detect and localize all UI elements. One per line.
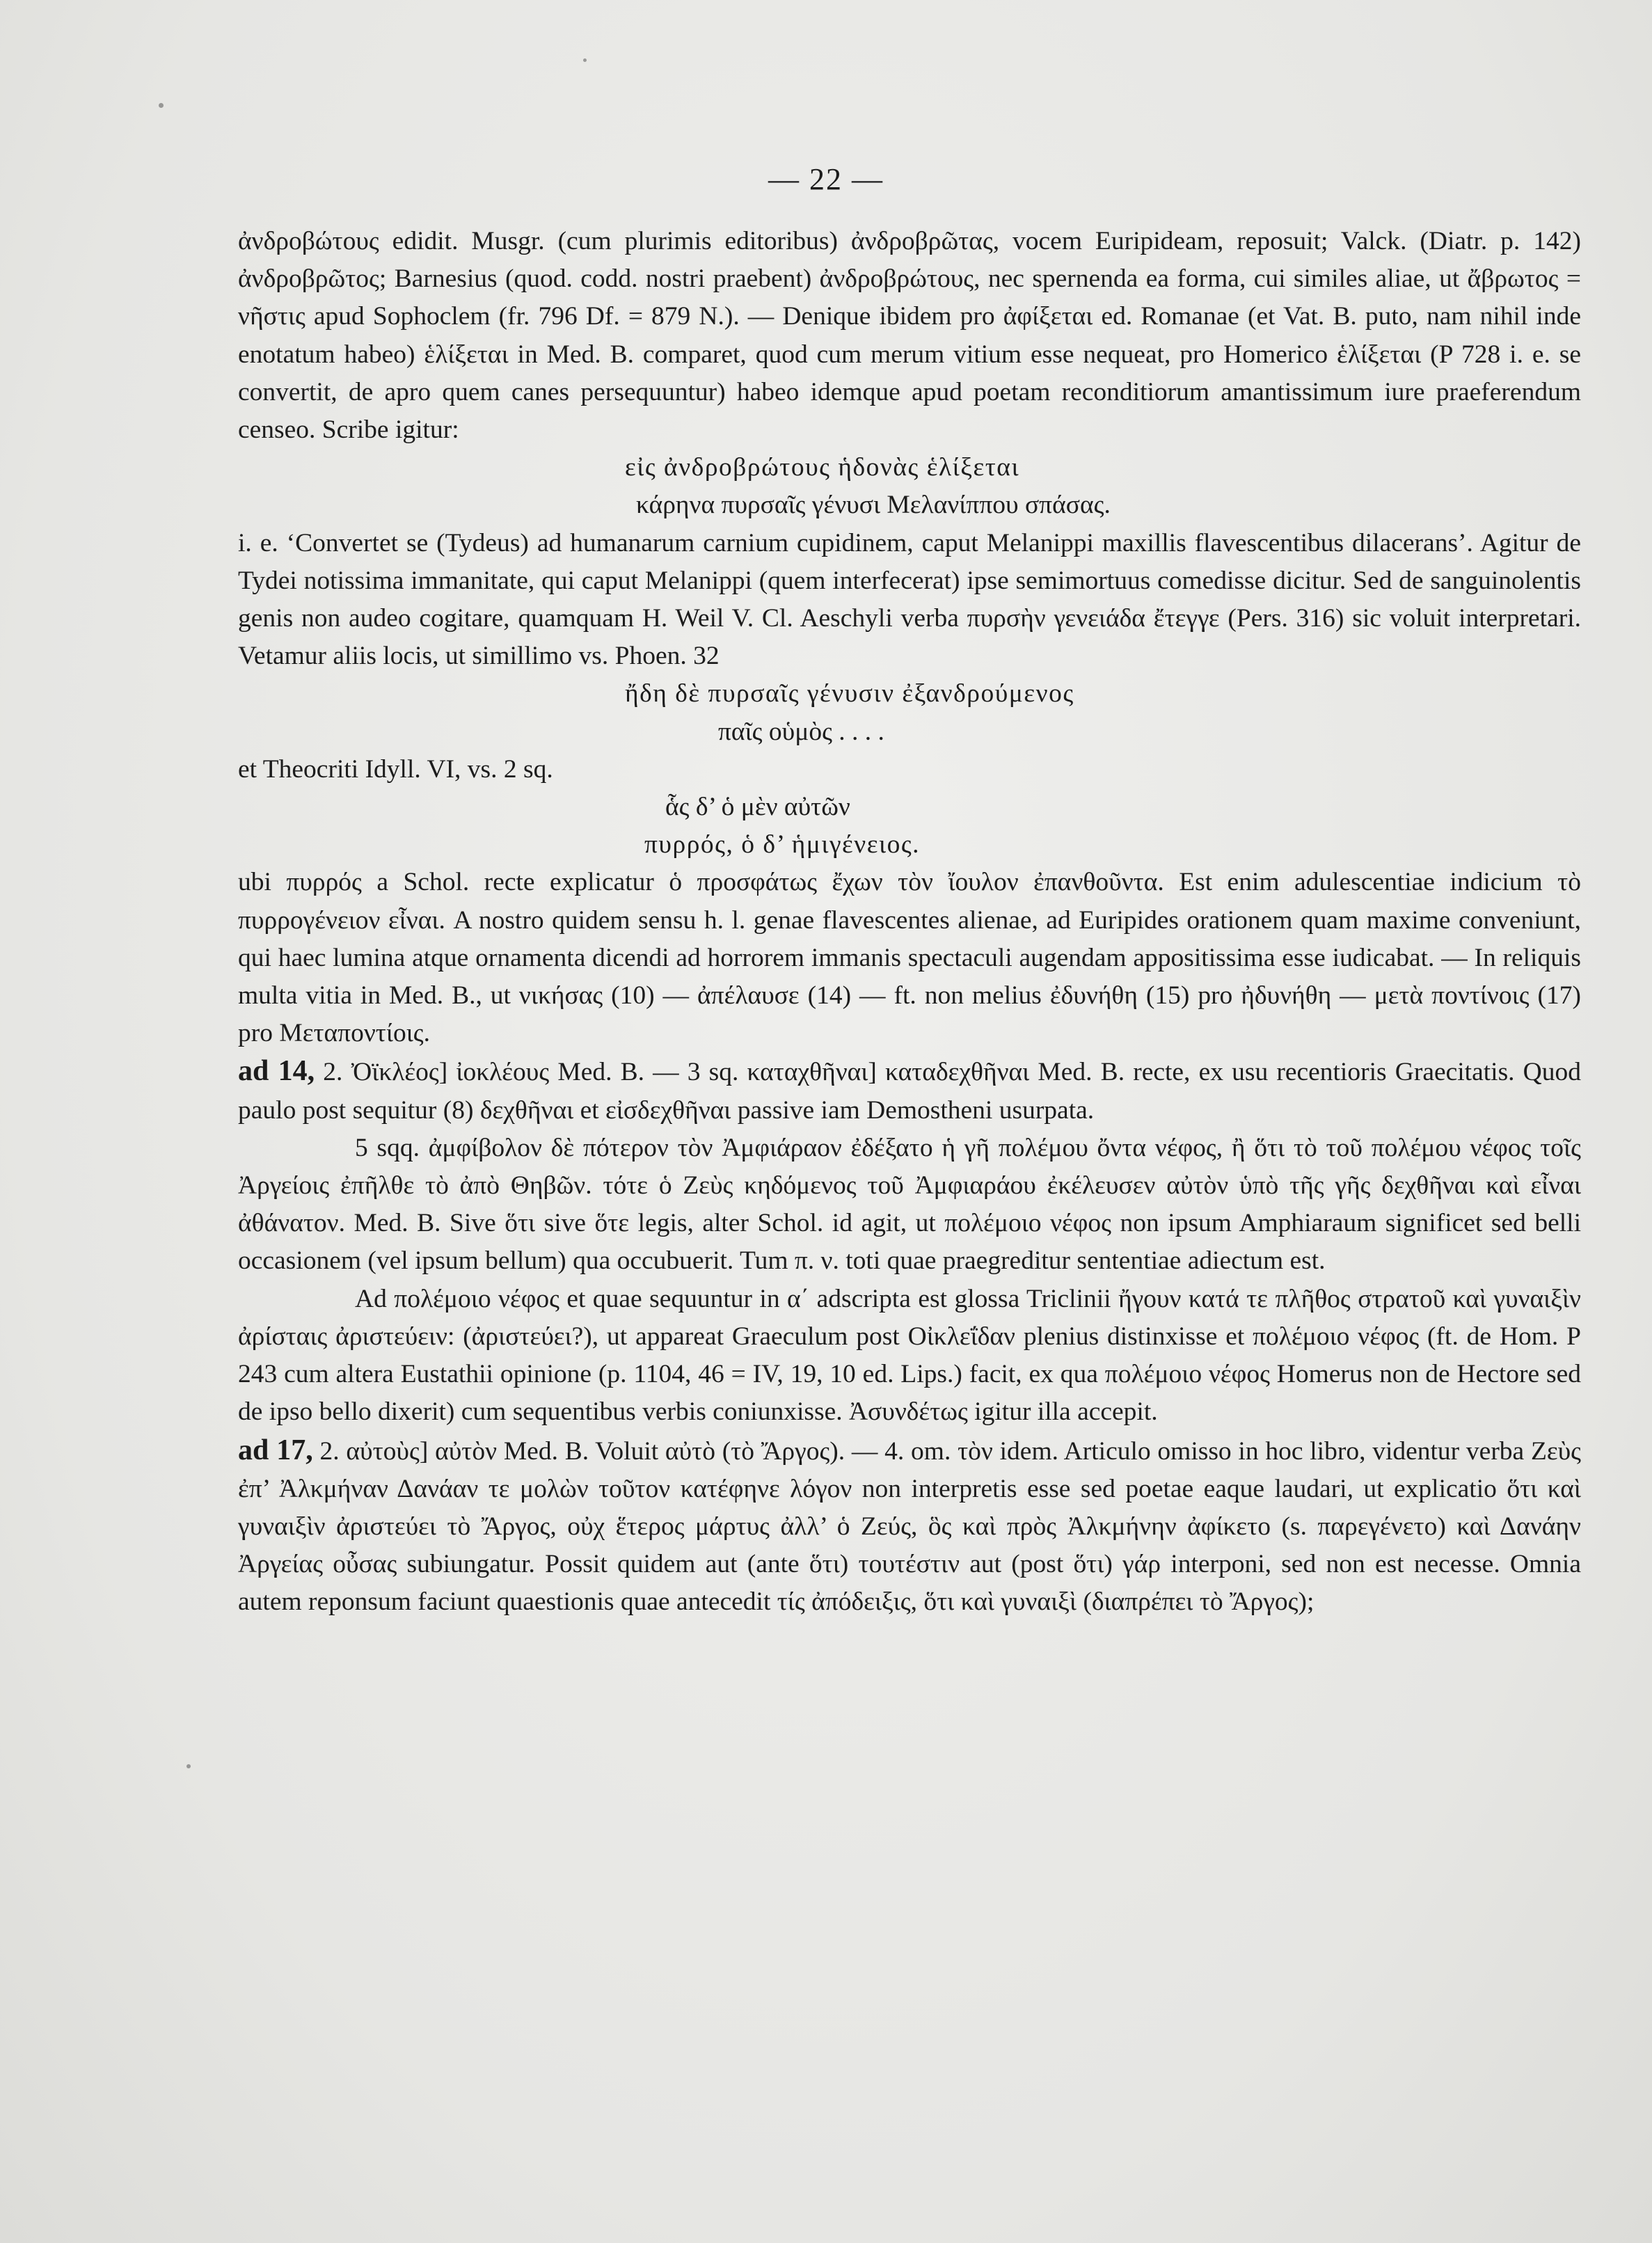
verse-line: ἤδη δὲ πυρσαῖς γένυσιν ἐξανδρούμενος <box>625 679 1074 708</box>
paragraph-scholion: ubi πυρρός a Schol. recte explicatur ὁ προσφάτως ἔχων τὸν ἴουλον ἐπανθοῦντα. Est enim adulescentiae indicium τὸ πυρρογένειον εἶναι. A nostro quidem sensu h. l. genae flavescentes alienae, ad Euripides orationem quam maxime conveniunt, qui haec lumina atque ornamenta dicendi ad horrorem immanis spectaculi augendam appositissima esse iudicabat. — In reliquis multa vitia in Med. B., ut νικήσας (10) — ἀπέλαυσε (14) — ft. non melius ἐδυνήθη (15) pro ἠδυνήθη — μετὰ ποντίνοις (17) pro Μεταποντίοις. <box>238 868 1581 1048</box>
page-number: — 22 — <box>768 162 884 196</box>
verse-line: παῖς οὑμὸς . . . . <box>718 717 884 746</box>
verse-line: πυρρός, ὁ δ’ ἡμιγένειος. <box>644 830 921 859</box>
section-heading-ad-14: ad 14, <box>238 1055 315 1088</box>
paragraph-ad-17 <box>238 1432 1581 1622</box>
scan-speck <box>583 58 587 62</box>
verse-line: κάρηνα πυρσαῖς γένυσι Μελανίππου σπάσας. <box>636 491 1111 520</box>
paragraph-ad-14 <box>238 1052 1581 1129</box>
verse-line: εἰς ἀνδροβρώτους ἡδονὰς ἑλίξεται <box>625 453 1020 482</box>
body-text <box>238 223 1581 1622</box>
verse-line: ἇς δ’ ὁ μὲν αὐτῶν <box>665 793 850 822</box>
section-heading-ad-17: ad 17, <box>238 1434 313 1466</box>
scan-speck <box>186 1764 191 1768</box>
scan-speck <box>159 103 164 108</box>
paragraph-triclinius-gloss: Ad πολέμοιο νέφος et quae sequuntur in α΄ adscripta est glossa Triclinii ἤγουν κατά τε πλῆθος στρατοῦ καὶ γυναιξὶν ἀρίσταις ἀριστεύειν: (ἀριστεύει?), ut appareat Graeculum post Οἰκλεΐδαν plenius distinxisse et πολέμοιο νέφος (ft. de Hom. P 243 cum altera Eustathii opinione (p. 1104, 46 = IV, 19, 10 ed. Lips.) facit, ex qua πολέμοιο νέφος Homerus non de Hectore sed de ipso bello dixerit) cum sequentibus verbis coniunxisse. Ἀσυνδέτως igitur illa accepit. <box>238 1284 1581 1427</box>
paragraph-theocritus: et Theocriti Idyll. VI, vs. 2 sq. <box>238 754 553 784</box>
paragraph-scholion-5-sqq: 5 sqq. ἀμφίβολον δὲ πότερον τὸν Ἀμφιάραον ἐδέξατο ἡ γῆ πολέμου ὄντα νέφος, ἢ ὅτι τὸ τοῦ πολέμου νέφος τοῖς Ἀργείοις ἐπῆλθε τὸ ἀπὸ Θηβῶν. τότε ὁ Ζεὺς κηδόμενος τοῦ Ἀμφιαράου ἐκέλευσεν αὐτὸν ὑπὸ τῆς γῆς δεχθῆναι καὶ εἶναι ἀθάνατον. Med. B. Sive ὅτι sive ὅτε legis, alter Schol. id agit, ut πολέμοιο νέφος non ipsum Amphiaraum significet sed belli occasionem (vel ipsum bellum) qua occubuerit. Tum π. ν. toti quae praegreditur sententiae adiectum est. <box>238 1133 1581 1276</box>
paragraph-ad-14-text: 2. Ὀϊκλέος] ἰοκλέους Med. B. — 3 sq. καταχθῆναι] καταδεχθῆναι Med. B. recte, ex usu recentioris Graecitatis. Quod paulo post sequitur (8) δεχθῆναι et εἰσδεχθῆναι passive iam Demostheni usurpata. <box>238 1058 1582 1125</box>
paragraph-textual-note: ἀνδροβώτους edidit. Musgr. (cum plurimis editoribus) ἀνδροβρῶτας, vocem Euripideam, reposuit; Valck. (Diatr. p. 142) ἀνδροβρῶτος; Barnesius (quod. codd. nostri praebent) ἀνδροβρώτους, nec spernenda ea forma, cui similes aliae, ut ἄβρωτος = νῆστις apud Sophoclem (fr. 796 Df. = 879 N.). — Denique ibidem pro ἀφίξεται ed. Romanae (et Vat. B. puto, nam nihil inde enotatum habeo) ἑλίξεται in Med. B. comparet, quod cum merum vitium esse nequeat, pro Homerico ἑλίξεται (P 728 i. e. se convertit, de apro quem canes persequuntur) habeo idemque apud poetam reconditiorum amantissimum iure praeferendum censeo. Scribe igitur: <box>238 227 1581 445</box>
paragraph-interpretation: i. e. ‘Convertet se (Tydeus) ad humanarum carnium cupidinem, caput Melanippi maxillis flavescentibus dilacerans’. Agitur de Tydei notissima immanitate, qui caput Melanippi (quem interfecerat) ipse semimortuus comedisse dicitur. Sed de sanguinolentis genis non audeo cogitare, quamquam H. Weil V. Cl. Aeschyli verba πυρσὴν γενειάδα ἔτεγγε (Pers. 316) sic voluit interpretari. Vetamur aliis locis, ut simillimo vs. Phoen. 32 <box>238 528 1581 671</box>
paragraph-ad-17-text: 2. αὐτοὺς] αὐτὸν Med. B. Voluit αὐτὸ (τὸ Ἄργος). — 4. om. τὸν idem. Articulo omisso in hoc libro, videntur verba Ζεὺς ἐπ’ Ἀλκμήναν Δανάαν τε μολὼν τοῦτον κατέφηνε λόγον non interpretis esse sed poetae eaque laudari, ut explicatio ὅτι καὶ γυναιξὶν ἀριστεύει τὸ Ἄργος, οὐχ ἕτερος μάρτυς ἀλλ’ ὁ Ζεύς, ὃς καὶ πρὸς Ἀλκμήνην ἀφίκετο (s. παρεγένετο) καὶ Δανάην Ἀργείας οὖσας subiungatur. Possit quidem aut (ante ὅτι) τουτέστιν aut (post ὅτι) γάρ interponi, sed non est necesse. Omnia autem reponsum faciunt quaestionis quae antecedit τίς ἀπόδειξις, ὅτι καὶ γυναιξὶ (διαπρέπει τὸ Ἄργος); <box>238 1436 1582 1617</box>
